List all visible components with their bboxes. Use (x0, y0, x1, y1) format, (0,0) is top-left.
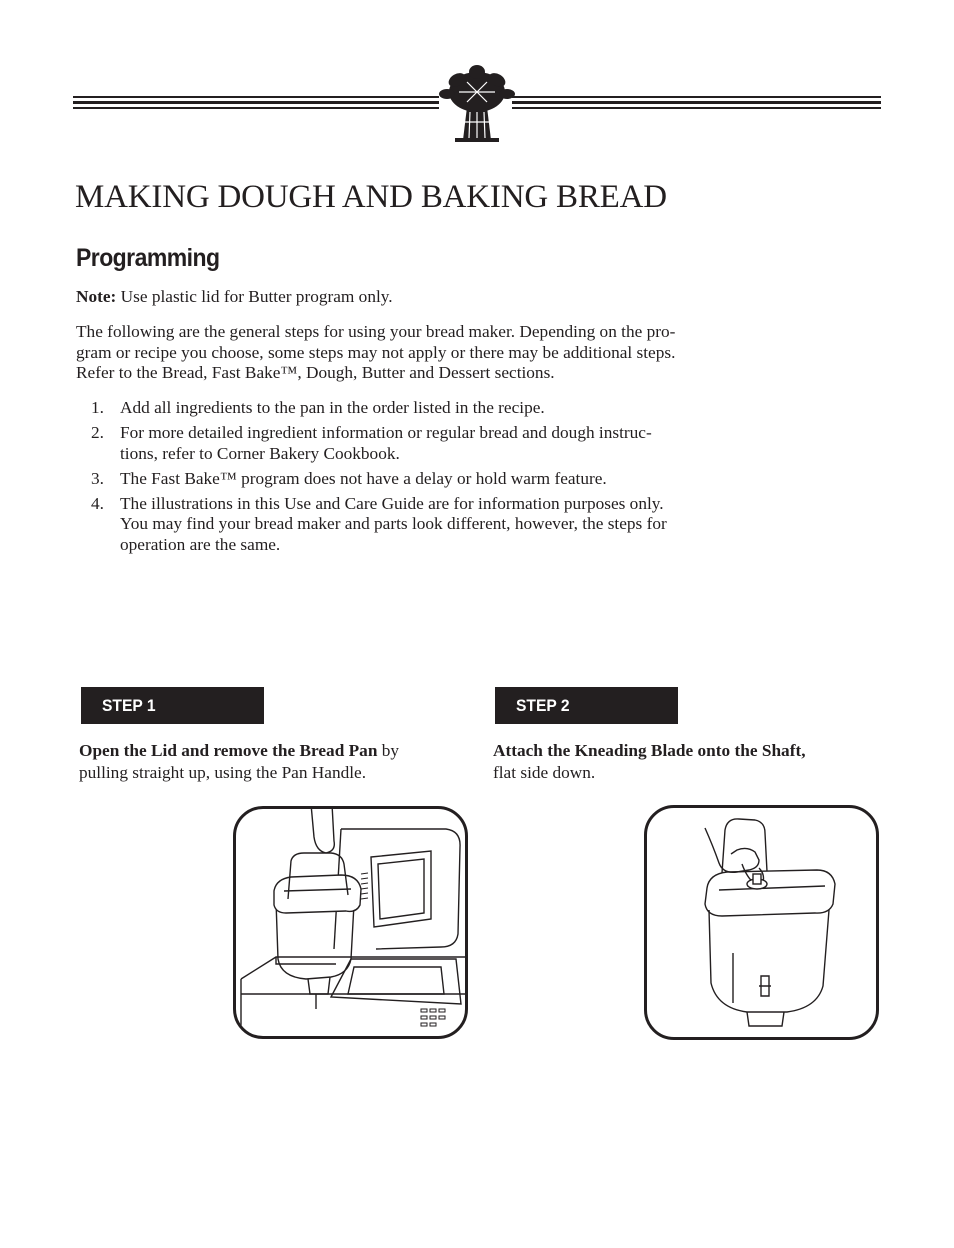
header-rule-left (73, 96, 439, 110)
step-2-text-line2: flat side down. (493, 763, 596, 782)
list-item-text: You may find your bread maker and parts look different, however, the steps for (120, 514, 667, 533)
step-1-text: by (377, 741, 400, 760)
intro-line: Refer to the Bread, Fast Bake™, Dough, Butter and Dessert sections. (76, 363, 555, 382)
page-title: MAKING DOUGH AND BAKING BREAD (75, 179, 667, 215)
list-item-number: 1. (91, 398, 104, 417)
step-1-instruction (79, 740, 399, 784)
step-2-bold-text: Attach the Kneading Blade onto the Shaft, (493, 741, 806, 760)
header-rule-right (512, 96, 881, 110)
section-heading: Programming (76, 244, 220, 272)
note-paragraph (76, 287, 393, 308)
list-item (76, 494, 796, 556)
list-item (76, 423, 796, 464)
step-1-bold-text: Open the Lid and remove the Bread Pan (79, 741, 378, 760)
note-text: Use plastic lid for Butter program only. (116, 287, 393, 306)
wheat-sheaf-icon (437, 62, 517, 144)
step-2-instruction (493, 740, 806, 784)
list-item (76, 469, 796, 490)
bread-maker-remove-pan-illustration (233, 806, 468, 1039)
intro-paragraph (76, 322, 675, 384)
list-item-number: 2. (91, 423, 104, 442)
list-item-number: 4. (91, 493, 104, 513)
list-item-text: For more detailed ingredient information or regular bread and dough instruc- (120, 423, 652, 442)
list-item-text: The Fast Bake™ program does not have a delay or hold warm feature. (120, 468, 607, 488)
step-2-label: STEP 2 (495, 687, 678, 724)
note-label: Note: (76, 287, 117, 306)
list-item-number: 3. (91, 468, 104, 488)
intro-line: The following are the general steps for using your bread maker. Depending on the pro- (76, 322, 676, 341)
list-item-text: operation are the same. (120, 534, 281, 554)
list-item-text: tions, refer to Corner Bakery Cookbook. (120, 443, 400, 463)
list-item (76, 398, 796, 419)
list-item-text: The illustrations in this Use and Care Guide are for information purposes only. (120, 493, 664, 513)
step-1-text-line2: pulling straight up, using the Pan Handle. (79, 763, 367, 782)
step-1-label: STEP 1 (81, 687, 264, 724)
general-steps-list (76, 398, 796, 560)
list-item-text: Add all ingredients to the pan in the order listed in the recipe. (120, 398, 545, 417)
attach-kneading-blade-illustration (644, 805, 879, 1040)
intro-line: gram or recipe you choose, some steps may not apply or there may be additional steps. (76, 342, 676, 362)
